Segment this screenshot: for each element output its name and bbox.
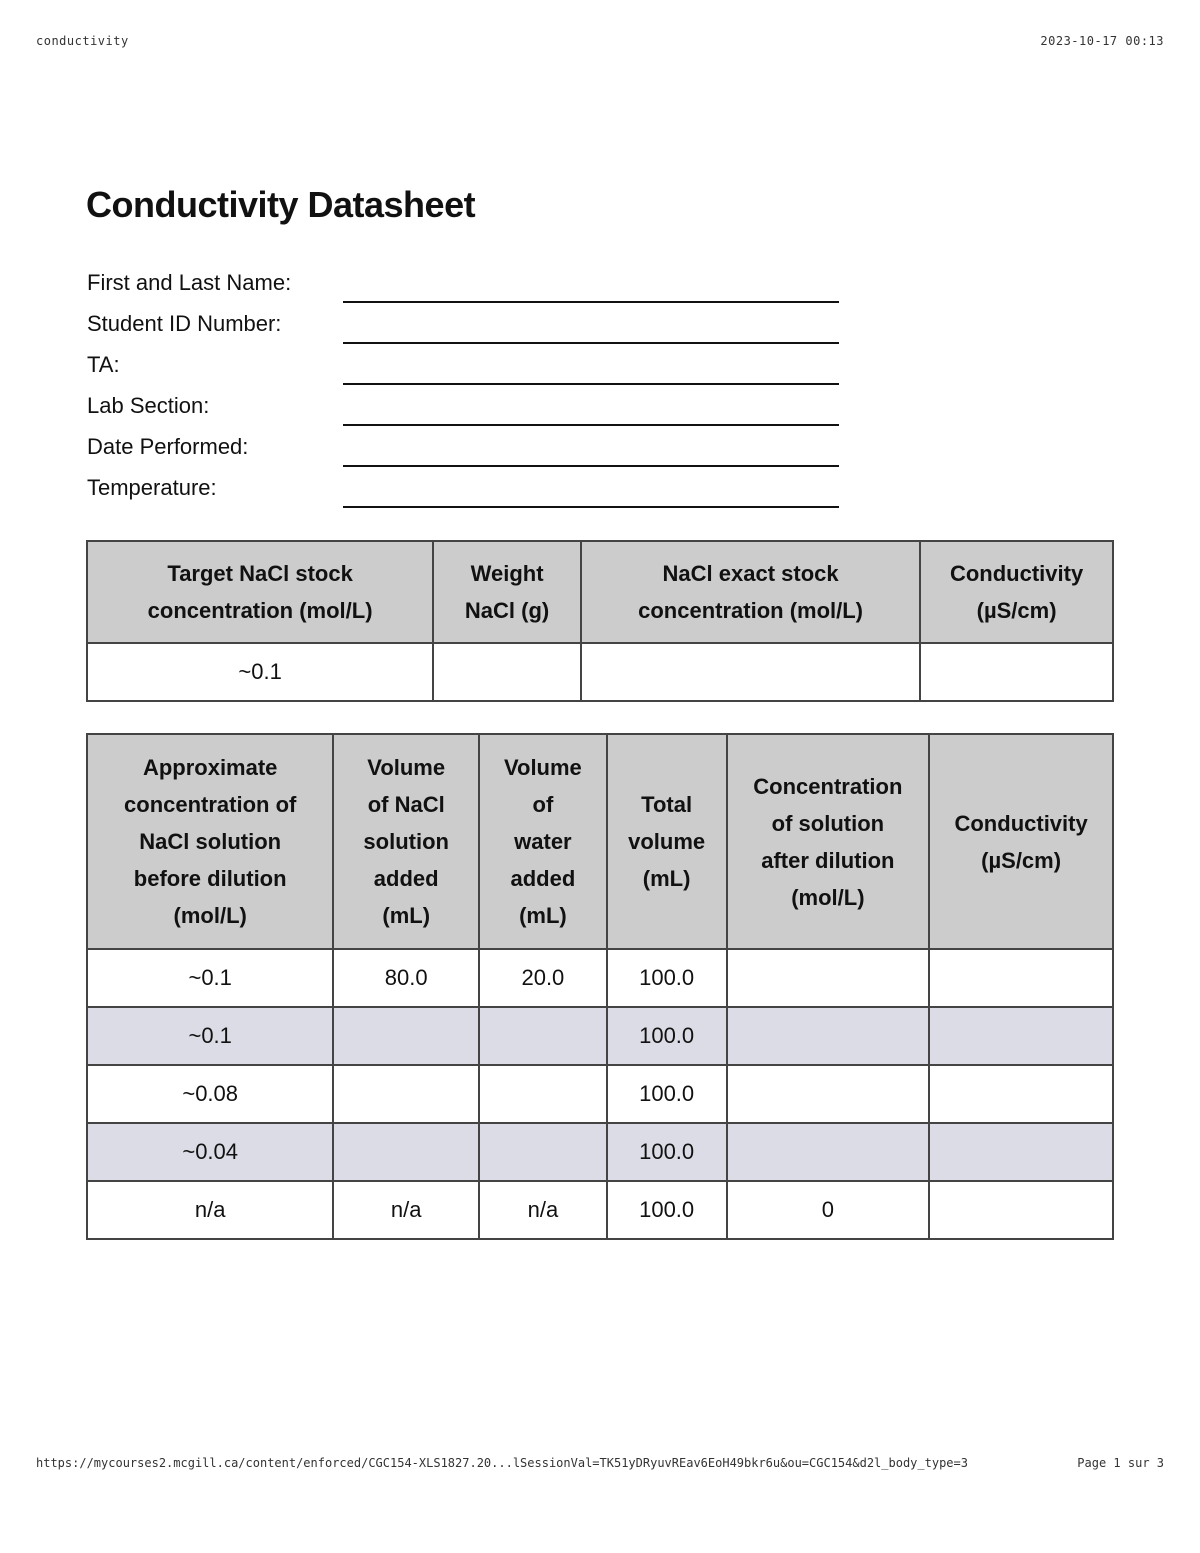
table-cell: 100.0 bbox=[607, 1007, 727, 1065]
header-line: added bbox=[373, 866, 439, 891]
table-cell[interactable] bbox=[433, 643, 581, 701]
table-cell[interactable] bbox=[929, 949, 1113, 1007]
table-cell: ~0.1 bbox=[87, 949, 333, 1007]
table-cell: ~0.08 bbox=[87, 1065, 333, 1123]
header-line: solution bbox=[363, 829, 449, 854]
table-cell: ~0.1 bbox=[87, 1007, 333, 1065]
header-line: Weight bbox=[470, 561, 544, 586]
header-line: NaCl (g) bbox=[464, 598, 550, 623]
header-line: Approximate bbox=[142, 755, 278, 780]
header-line: of bbox=[532, 792, 554, 817]
table-cell: 100.0 bbox=[607, 949, 727, 1007]
student-id-field[interactable] bbox=[343, 342, 839, 344]
header-line: concentration (mol/L) bbox=[147, 598, 373, 623]
header-line: Conductivity bbox=[954, 810, 1088, 836]
table-cell: 100.0 bbox=[607, 1181, 727, 1239]
header-line: of solution bbox=[771, 810, 885, 836]
ta-field[interactable] bbox=[343, 383, 839, 385]
lab-section-label: Lab Section: bbox=[87, 393, 210, 418]
stock-header-row bbox=[87, 541, 1113, 643]
table-row bbox=[87, 643, 1113, 701]
header-line: Volume bbox=[503, 755, 582, 780]
date-performed-field[interactable] bbox=[343, 465, 839, 467]
page-header-title: conductivity bbox=[36, 34, 129, 48]
temperature-field[interactable] bbox=[343, 506, 839, 508]
header-line: volume bbox=[628, 829, 706, 854]
header-line: (mL) bbox=[519, 903, 567, 928]
header-line: NaCl solution bbox=[139, 829, 282, 854]
table-cell[interactable] bbox=[920, 643, 1113, 701]
table-cell[interactable] bbox=[929, 1181, 1113, 1239]
table-cell: ~0.1 bbox=[87, 643, 433, 701]
page-title: Conductivity Datasheet bbox=[86, 184, 476, 225]
table-cell: 100.0 bbox=[607, 1065, 727, 1123]
dilution-header-row bbox=[87, 734, 1113, 949]
temperature-label: Temperature: bbox=[87, 475, 217, 500]
page-header-timestamp: 2023-10-17 00:13 bbox=[1040, 34, 1164, 48]
header-line: concentration (mol/L) bbox=[638, 598, 864, 623]
page-footer-page-number: Page 1 sur 3 bbox=[1077, 1456, 1164, 1470]
table-cell: n/a bbox=[87, 1181, 333, 1239]
table-row bbox=[87, 1123, 1113, 1181]
student-id-label: Student ID Number: bbox=[87, 311, 282, 336]
header-conductivity bbox=[920, 541, 1113, 643]
table-cell: n/a bbox=[333, 1181, 479, 1239]
header-line: after dilution bbox=[761, 847, 895, 873]
header-line: water bbox=[514, 829, 572, 854]
stock-solution-table bbox=[86, 540, 1114, 702]
table-row bbox=[87, 1065, 1113, 1123]
table-cell[interactable] bbox=[929, 1065, 1113, 1123]
header-line: Target NaCl stock bbox=[167, 561, 353, 586]
header-line: Conductivity bbox=[949, 561, 1084, 586]
table-cell[interactable] bbox=[727, 1065, 930, 1123]
header-line: concentration of bbox=[124, 792, 297, 817]
table-cell[interactable] bbox=[727, 1123, 930, 1181]
table-cell[interactable] bbox=[929, 1007, 1113, 1065]
header-line: (mL) bbox=[642, 866, 691, 891]
date-performed-label: Date Performed: bbox=[87, 434, 249, 459]
header-total-volume bbox=[607, 734, 727, 949]
table-row bbox=[87, 1007, 1113, 1065]
header-line: (mL) bbox=[382, 903, 431, 928]
header-approx-concentration bbox=[87, 734, 333, 949]
header-volume-water bbox=[479, 734, 607, 949]
header-exact-concentration bbox=[581, 541, 920, 643]
header-conductivity bbox=[929, 734, 1113, 949]
header-line: (mol/L) bbox=[791, 884, 865, 910]
name-field[interactable] bbox=[343, 301, 839, 303]
header-weight-nacl bbox=[433, 541, 581, 643]
table-cell: n/a bbox=[479, 1181, 607, 1239]
page-footer-url: https://mycourses2.mcgill.ca/content/enforced/CGC154-XLS1827.20...lSessionVal=TK51yDRyuvREav6EoH49bkr6u&ou=CGC154&d2l_body_type=3 bbox=[36, 1456, 968, 1470]
table-cell[interactable] bbox=[333, 1123, 479, 1181]
header-line: added bbox=[510, 866, 576, 891]
header-concentration-after bbox=[727, 734, 930, 949]
ta-label: TA: bbox=[87, 352, 120, 377]
header-line: Concentration bbox=[753, 773, 903, 799]
header-line: Volume bbox=[367, 755, 446, 780]
table-cell[interactable] bbox=[929, 1123, 1113, 1181]
header-line: NaCl exact stock bbox=[662, 561, 839, 586]
header-volume-nacl bbox=[333, 734, 479, 949]
table-cell[interactable] bbox=[581, 643, 920, 701]
table-cell: 80.0 bbox=[333, 949, 479, 1007]
table-row bbox=[87, 949, 1113, 1007]
dilution-table bbox=[86, 733, 1114, 1240]
name-label: First and Last Name: bbox=[87, 270, 292, 295]
header-line: before dilution bbox=[133, 866, 287, 891]
table-cell[interactable] bbox=[479, 1065, 607, 1123]
header-line: (µS/cm) bbox=[981, 847, 1062, 873]
table-cell: ~0.04 bbox=[87, 1123, 333, 1181]
header-line: (µS/cm) bbox=[976, 598, 1057, 623]
table-cell[interactable] bbox=[333, 1007, 479, 1065]
lab-section-field[interactable] bbox=[343, 424, 839, 426]
header-target-concentration bbox=[87, 541, 433, 643]
table-cell[interactable] bbox=[479, 1123, 607, 1181]
table-cell: 20.0 bbox=[479, 949, 607, 1007]
header-line: (mol/L) bbox=[173, 903, 247, 928]
header-line: of NaCl bbox=[367, 792, 445, 817]
table-cell[interactable] bbox=[727, 949, 930, 1007]
table-cell: 100.0 bbox=[607, 1123, 727, 1181]
table-cell[interactable] bbox=[727, 1007, 930, 1065]
table-cell: 0 bbox=[727, 1181, 930, 1239]
table-cell[interactable] bbox=[333, 1065, 479, 1123]
table-row bbox=[87, 1181, 1113, 1239]
header-line: Total bbox=[641, 792, 693, 817]
table-cell[interactable] bbox=[479, 1007, 607, 1065]
